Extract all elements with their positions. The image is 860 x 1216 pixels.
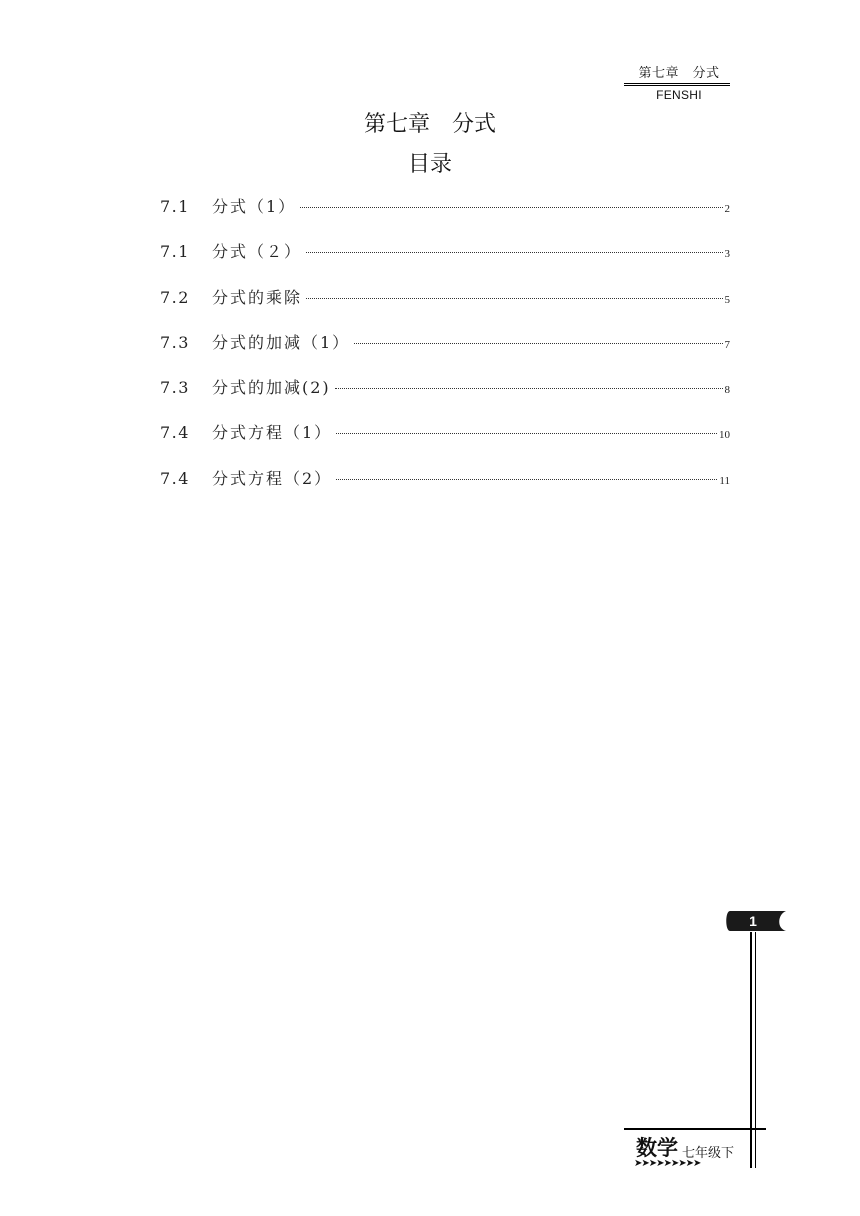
toc-dot-leader <box>306 298 722 299</box>
toc-dot-leader <box>306 252 722 253</box>
footer-subject: 数学 <box>636 1136 678 1160</box>
toc-entry-title: 分式（２） <box>212 242 303 262</box>
toc-dot-leader <box>354 343 722 344</box>
toc-entry-page: 8 <box>724 384 730 397</box>
toc-entry-number: 7.1 <box>160 242 190 262</box>
footer-rule <box>624 1128 766 1130</box>
toc-entry[interactable] <box>160 466 730 511</box>
toc-entry-title: 分式的加减（1） <box>212 332 351 352</box>
page-subtitle: 目录 <box>407 152 452 177</box>
toc-entry-title: 分式方程（2） <box>212 468 333 488</box>
toc-entry-number: 7.3 <box>160 378 190 398</box>
toc-entry[interactable] <box>160 239 730 284</box>
toc-entry-number: 7.3 <box>160 332 190 352</box>
side-rule <box>750 932 752 1168</box>
toc-entry-title: 分式（1） <box>212 197 297 216</box>
toc-entry-number: 7.2 <box>160 287 190 307</box>
page-title: 第七章 分式 <box>363 112 496 137</box>
header-pinyin: FENSHI <box>656 88 702 102</box>
toc-entry[interactable] <box>160 330 730 375</box>
toc-entry-number: 7.1 <box>160 197 190 216</box>
header-underline <box>624 83 730 86</box>
toc-entry-number: 7.4 <box>160 468 190 488</box>
toc-entry-page: 5 <box>724 293 730 306</box>
toc-entry-number: 7.4 <box>160 423 190 443</box>
toc-entry-title: 分式方程（1） <box>212 423 333 443</box>
toc-entry-page: 7 <box>724 338 730 351</box>
page-number: 1 <box>749 913 757 929</box>
toc-dot-leader <box>336 479 717 480</box>
footer-arrow-decoration: ➤➤➤➤➤➤➤➤➤ <box>634 1158 701 1169</box>
toc-entry-page: 10 <box>719 429 730 442</box>
toc-entry-title: 分式的加减(2) <box>212 378 331 398</box>
toc-entry[interactable] <box>160 194 730 239</box>
running-header <box>624 66 734 102</box>
toc-dot-leader <box>335 388 723 389</box>
toc-entry-page: 2 <box>724 203 730 215</box>
toc-entry[interactable] <box>160 420 730 465</box>
toc-entry[interactable] <box>160 375 730 420</box>
toc-dot-leader <box>300 207 722 208</box>
toc-entry-title: 分式的乘除 <box>212 287 303 307</box>
table-of-contents <box>160 194 730 511</box>
toc-entry[interactable] <box>160 285 730 330</box>
side-rule-thin <box>755 932 756 1168</box>
footer-grade: 七年级下 <box>682 1146 735 1161</box>
toc-entry-page: 11 <box>719 474 730 487</box>
toc-dot-leader <box>336 433 717 434</box>
header-chapter-label: 第七章 分式 <box>638 66 720 81</box>
toc-entry-page: 3 <box>724 248 730 261</box>
